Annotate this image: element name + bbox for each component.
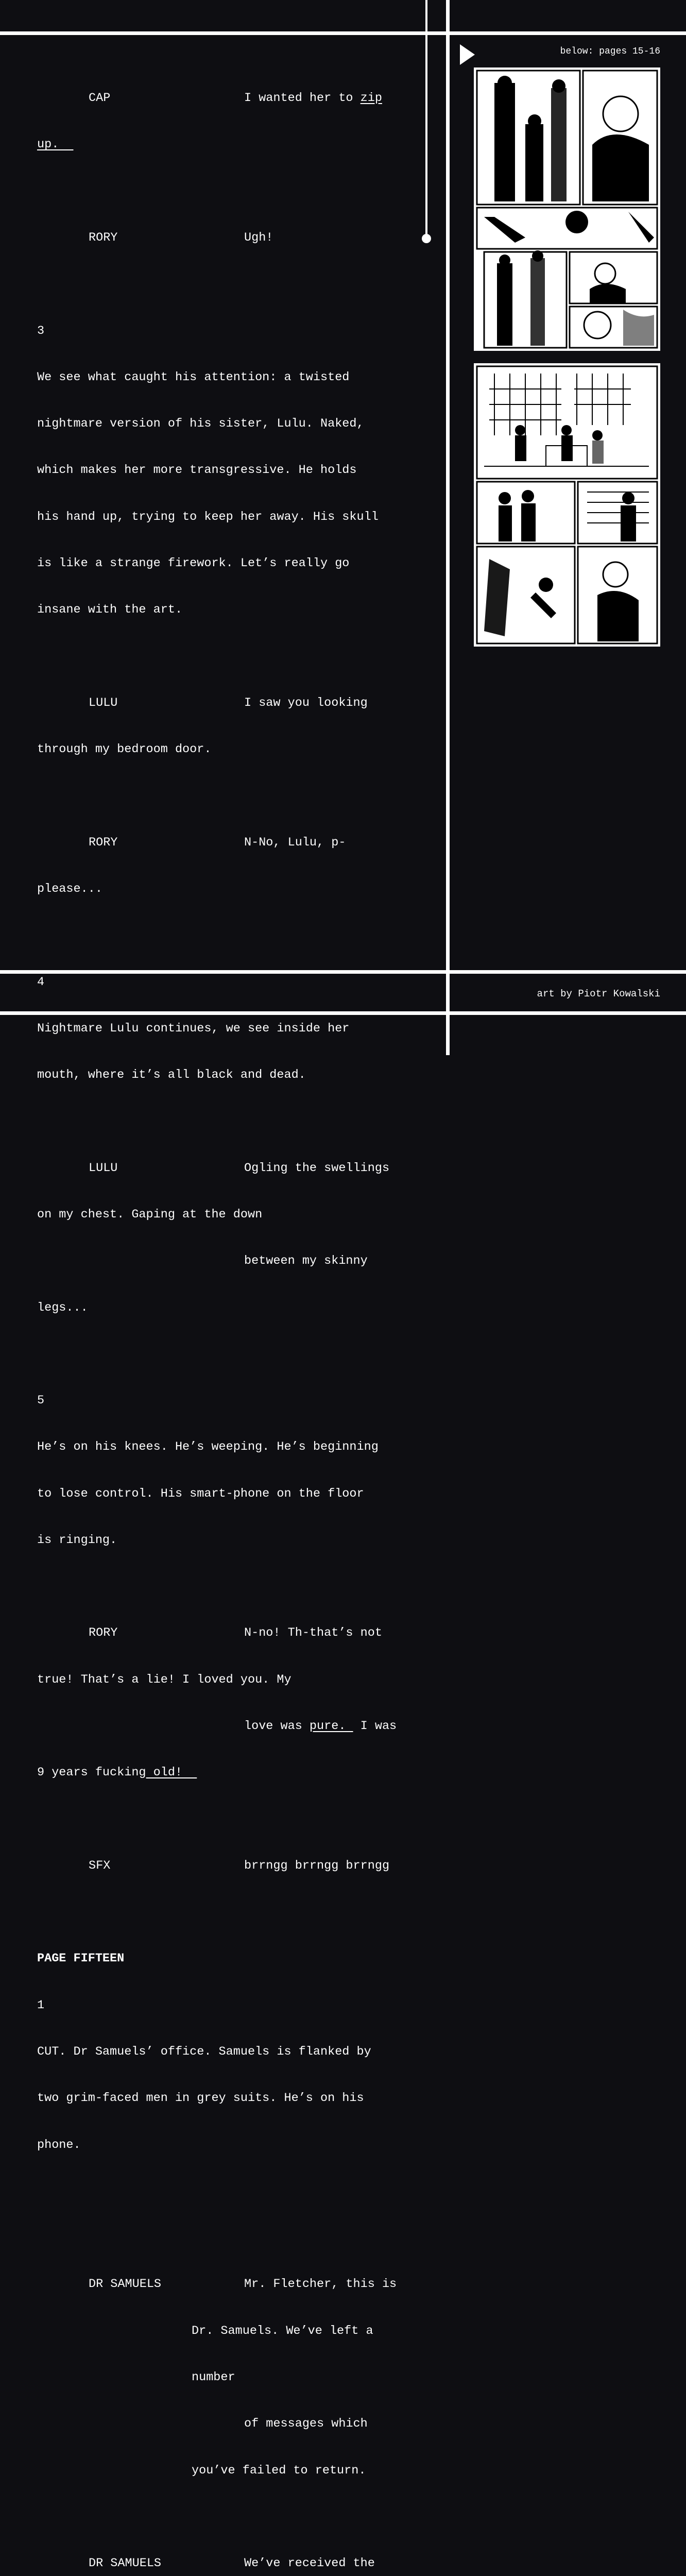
page-heading: PAGE FIFTEEN: [37, 1952, 125, 1966]
script-line: number: [192, 2370, 235, 2384]
panel-number: 3: [37, 324, 45, 338]
script-line: up.: [37, 138, 74, 152]
script-line: love was pure. I was: [244, 1719, 397, 1734]
script-line: of messages which: [244, 2417, 368, 2431]
script-line: LULU Ogling the swellings: [89, 1161, 390, 1175]
script-line: We see what caught his attention: a twisted: [37, 370, 350, 384]
script-line: He’s on his knees. He’s weeping. He’s beginning: [37, 1440, 379, 1454]
script-line: DR SAMUELS Mr. Fletcher, this is: [89, 2277, 397, 2292]
script-line: 9 years fucking old!: [37, 1766, 197, 1780]
script-line: is ringing.: [37, 1533, 117, 1547]
script-line: SFX brrngg brrngg brrngg: [89, 1858, 390, 1873]
script-line: to lose control. His smart-phone on the floor: [37, 1486, 364, 1501]
script-line: LULU I saw you looking: [89, 696, 368, 710]
panel-number: 5: [37, 1394, 45, 1408]
script-line: DR SAMUELS We’ve received the: [89, 2556, 375, 2571]
script-line: please...: [37, 882, 102, 896]
script-line: insane with the art.: [37, 603, 183, 617]
page-15-thumbnail[interactable]: [474, 67, 660, 351]
play-icon: [460, 44, 475, 65]
caption-pages: below: pages 15-16: [560, 46, 660, 57]
script-line: you’ve failed to return.: [192, 2463, 366, 2478]
script-line: true! That’s a lie! I loved you. My: [37, 1672, 291, 1687]
script-line: CUT. Dr Samuels’ office. Samuels is flanked by: [37, 2045, 371, 2059]
script-line: phone.: [37, 2138, 81, 2152]
script-line: CAP I wanted her to zip: [89, 91, 382, 106]
script-line: is like a strange firework. Let’s really go: [37, 556, 350, 570]
frame-rule-vertical-thin: [425, 0, 427, 238]
script-line: Dr. Samuels. We’ve left a: [192, 2324, 373, 2338]
script-line: on my chest. Gaping at the down: [37, 1207, 263, 1222]
script-line: nightmare version of his sister, Lulu. Naked,: [37, 417, 364, 431]
caption-artist-credit: art by Piotr Kowalski: [537, 988, 660, 999]
script-line: RORY N-No, Lulu, p-: [89, 835, 346, 850]
script-line: which makes her more transgressive. He holds: [37, 463, 357, 478]
script-line: legs...: [37, 1300, 88, 1315]
page-16-thumbnail[interactable]: [474, 363, 660, 647]
page-16-art: [474, 363, 660, 647]
script-line: Nightmare Lulu continues, we see inside her: [37, 1021, 350, 1036]
panel-number: 4: [37, 975, 45, 989]
frame-rule-top: [0, 31, 686, 35]
script-line: his hand up, trying to keep her away. His skull: [37, 510, 379, 524]
panel-number: 1: [37, 1998, 45, 2012]
timeline-node: [422, 234, 431, 243]
script-line: mouth, where it’s all black and dead.: [37, 1068, 306, 1082]
script-text: [37, 60, 418, 2576]
page-15-art: [474, 67, 660, 351]
script-line: RORY Ugh!: [89, 231, 273, 245]
frame-rule-vertical-right: [446, 0, 450, 1055]
script-line: two grim-faced men in grey suits. He’s on his: [37, 2091, 364, 2106]
script-line: between my skinny: [244, 1254, 368, 1268]
script-line: RORY N-no! Th-that’s not: [89, 1626, 382, 1640]
script-line: through my bedroom door.: [37, 742, 212, 757]
